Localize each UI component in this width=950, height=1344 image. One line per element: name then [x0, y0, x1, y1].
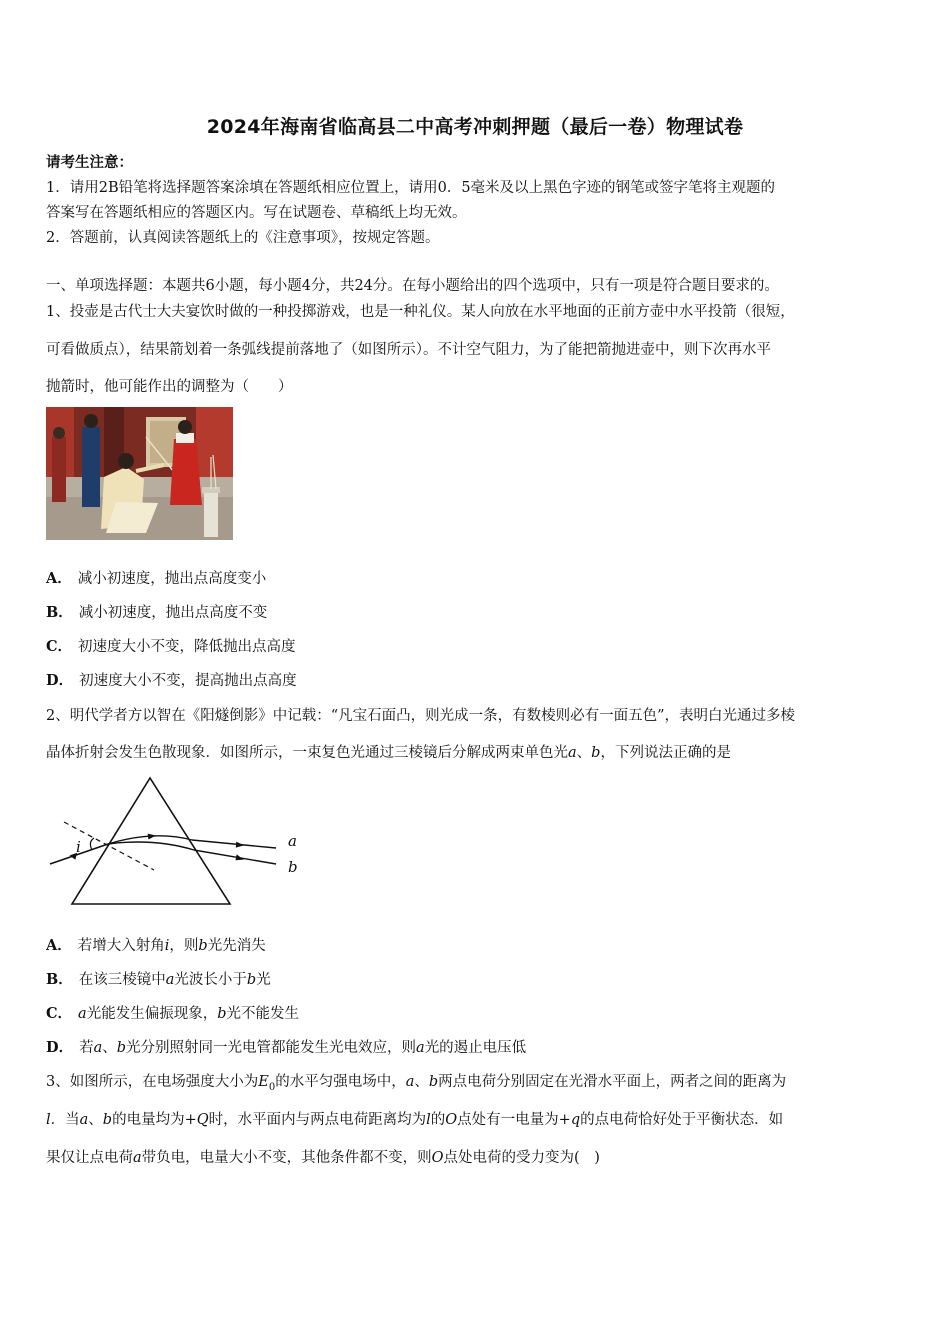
- q2-option-b-var-1: a: [165, 972, 175, 988]
- label-i: i: [76, 838, 81, 856]
- q2-option-a-var-2: b: [198, 938, 208, 954]
- q1-option-b-letter: B．: [46, 604, 73, 621]
- q2-option-a-letter: A．: [46, 937, 72, 954]
- q2-var-b: b: [591, 745, 601, 761]
- q2-option-b: [46, 970, 271, 990]
- q3-l3-text-a: 果仅让点电荷: [46, 1150, 133, 1166]
- q1-option-a: [46, 569, 266, 589]
- q1-option-c-letter: C．: [46, 638, 73, 655]
- label-b: b: [288, 858, 298, 876]
- q3-l2-var-q: q: [570, 1112, 581, 1128]
- notice-item-2: 2．答题前，认真阅读答题纸上的《注意事项》，按规定答题。: [46, 230, 440, 246]
- q2-option-b-text-2: 光波长小于: [174, 972, 247, 988]
- q3-var-E: E: [258, 1074, 269, 1090]
- q1-option-d: [46, 671, 297, 691]
- q2-option-a-var-1: i: [164, 938, 170, 954]
- q3-l2-var-b: b: [102, 1112, 113, 1128]
- q3-l1-var-a: a: [405, 1074, 415, 1090]
- q3-l2-text-e: 的: [430, 1112, 446, 1128]
- q3-line-2: [46, 1110, 908, 1130]
- q2-option-b-var-2: b: [246, 972, 257, 988]
- touhu-photo: [46, 407, 233, 540]
- q2-option-a-text-2: ，则: [169, 938, 199, 954]
- q2-option-a-text-1: 若增大入射角: [77, 938, 165, 954]
- q2-option-d-letter: D．: [46, 1039, 74, 1056]
- q2-line-2-text-a: 晶体折射会发生色散现象．如图所示，一束复色光通过三棱镜后分解成两束单色光: [46, 745, 568, 761]
- section-1-header: 一、单项选择题：本题共6小题，每小题4分，共24分。在每小题给出的四个选项中，只有一项是符合题目要求的。: [46, 278, 779, 294]
- q2-option-c-var-2: b: [217, 1006, 227, 1022]
- q3-l1-text-d: 两点电荷分别固定在光滑水平面上，两者之间的距离为: [438, 1074, 787, 1090]
- q1-option-b-text: 减小初速度，抛出点高度不变: [78, 605, 268, 621]
- q2-option-d-var-1: a: [93, 1040, 103, 1056]
- q1-option-a-text: 减小初速度，抛出点高度变小: [77, 571, 267, 587]
- q1-line-2: 可看做质点），结果箭划着一条弧线提前落地了（如图所示）。不计空气阻力，为了能把箭抛进壶中，则下次再水平: [46, 342, 771, 358]
- q3-l1-text-a: 3、如图所示，在电场强度大小为: [46, 1074, 259, 1090]
- refracted-ray-b-inner: [108, 842, 194, 850]
- q2-option-d-var-2: b: [116, 1040, 127, 1056]
- q1-line-1: 1、投壶是古代士大夫宴饮时做的一种投掷游戏，也是一种礼仪。某人向放在水平地面的正前方壶中水平投箭（很短，: [46, 304, 795, 320]
- q1-option-a-letter: A．: [46, 570, 72, 587]
- q2-option-c-text-2: 光不能发生: [226, 1006, 299, 1022]
- q2-var-a: a: [568, 745, 577, 761]
- q2-option-c-text-1: 光能发生偏振现象，: [86, 1006, 218, 1022]
- prism-diagram: [44, 772, 314, 912]
- q3-l1-var-b: b: [428, 1074, 439, 1090]
- q3-l2-text-c: 的电量均为+: [112, 1112, 197, 1128]
- q3-var-E-sub: 0: [268, 1081, 276, 1093]
- q3-l2-var-Q: Q: [196, 1112, 209, 1128]
- q3-l3-text-c: 点处电荷的受力变为( ): [443, 1150, 600, 1166]
- q3-l2-var-O: O: [445, 1112, 458, 1128]
- q1-line-3: 抛箭时，他可能作出的调整为（ ）: [46, 379, 293, 395]
- q3-line-1: [46, 1072, 908, 1098]
- q2-option-a: [46, 936, 266, 956]
- q2-option-b-letter: B．: [46, 971, 73, 988]
- q3-l2-text-g: 的点电荷恰好处于平衡状态．如: [580, 1112, 784, 1128]
- q3-l2-text-f: 点处有一电量为+: [457, 1112, 571, 1128]
- q3-line-3: [46, 1148, 908, 1168]
- q2-option-d-var-3: a: [416, 1040, 425, 1056]
- q2-option-d: [46, 1038, 526, 1058]
- q3-l2-var-l: l: [46, 1112, 51, 1128]
- q2-option-b-text-3: 光: [256, 972, 271, 988]
- q3-l1-text-c: 、: [414, 1074, 429, 1090]
- q2-option-b-text-1: 在该三棱镜中: [78, 972, 166, 988]
- q2-option-d-text-1: 若: [79, 1040, 94, 1056]
- q2-line-2-sep: 、: [576, 745, 592, 761]
- label-a: a: [288, 832, 297, 850]
- q2-option-d-text-3: 光分别照射同一光电管都能发生光电效应，则: [126, 1040, 417, 1056]
- notice-item-1-line-1: 1．请用2B铅笔将选择题答案涂填在答题纸相应位置上，请用0．5毫米及以上黑色字迹的钢笔或签字笔将主观题的: [46, 180, 776, 196]
- q3-l3-text-b: 带负电，电量大小不变，其他条件都不变，则: [141, 1150, 432, 1166]
- q2-line-2: [46, 743, 908, 763]
- q3-l2-text-d: 时，水平面内与两点电荷距离均为: [208, 1112, 427, 1128]
- q2-option-c-var-1: a: [78, 1006, 87, 1022]
- q3-l2-text-a: ．当: [50, 1112, 80, 1128]
- q1-option-d-letter: D．: [46, 672, 74, 689]
- q2-option-c: [46, 1004, 299, 1024]
- q1-option-b: [46, 603, 267, 623]
- q2-option-d-text-4: 光的遏止电压低: [424, 1040, 527, 1056]
- q1-option-c-text: 初速度大小不变，降低抛出点高度: [78, 639, 296, 655]
- q3-l2-var-a: a: [79, 1112, 89, 1128]
- q3-l3-var-O: O: [431, 1150, 444, 1166]
- page-title: 2024年海南省临高县二中高考冲刺押题（最后一卷）物理试卷: [206, 116, 744, 138]
- q1-option-c: [46, 637, 296, 657]
- q1-option-d-text: 初速度大小不变，提高抛出点高度: [79, 673, 297, 689]
- notice-item-1-line-2: 答案写在答题纸相应的答题区内。写在试题卷、草稿纸上均无效。: [46, 205, 467, 221]
- notice-heading: 请考生注意：: [46, 154, 133, 171]
- q3-l1-text-b: 的水平匀强电场中，: [275, 1074, 406, 1090]
- q2-option-a-text-3: 光先消失: [207, 938, 266, 954]
- emergent-ray-b: [194, 850, 276, 864]
- q2-line-2-text-c: ，下列说法正确的是: [600, 745, 731, 761]
- emergent-ray-a: [192, 840, 276, 848]
- q3-l2-text-b: 、: [88, 1112, 103, 1128]
- q2-line-1: 2、明代学者方以智在《阳燧倒影》中记载：“凡宝石面凸，则光成一条，有数棱则必有一面五色”，表明白光通过多棱: [46, 708, 796, 724]
- q3-l3-var-a: a: [133, 1150, 142, 1166]
- q3-l2-var-l2: l: [426, 1112, 431, 1128]
- q2-option-c-letter: C．: [46, 1005, 73, 1022]
- q2-option-d-text-2: 、: [102, 1040, 117, 1056]
